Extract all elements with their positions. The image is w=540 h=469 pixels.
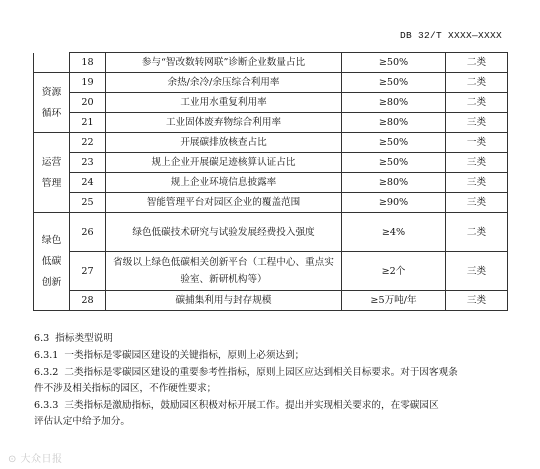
indicator-name: 绿色低碳技术研究与试验发展经费投入强度	[106, 213, 342, 252]
target-value: ≥2个	[342, 252, 446, 291]
target-value: ≥50%	[342, 73, 446, 93]
row-number: 18	[70, 53, 106, 73]
row-number: 24	[70, 173, 106, 193]
clause-number: 6.3.3	[34, 400, 59, 411]
row-number: 25	[70, 193, 106, 213]
clause-text: 三类指标是激励指标，鼓励园区积极对标开展工作。提出并实现相关要求的，在零碳园区	[64, 400, 439, 411]
target-value: ≥80%	[342, 113, 446, 133]
table-row	[34, 73, 508, 93]
row-number: 22	[70, 133, 106, 153]
row-number: 27	[70, 252, 106, 291]
indicator-name: 规上企业环境信息披露率	[106, 173, 342, 193]
table-row	[34, 53, 508, 73]
table-row	[34, 252, 508, 291]
indicator-name: 智能管理平台对园区企业的覆盖范围	[106, 193, 342, 213]
section-title	[34, 331, 506, 347]
table-row	[34, 133, 508, 153]
target-value: ≥50%	[342, 133, 446, 153]
clause-number: 6.3.1	[34, 350, 59, 361]
category-label: 运营 管理	[41, 156, 62, 189]
table-row	[34, 193, 508, 213]
indicator-table	[33, 52, 508, 311]
indicator-type: 一类	[446, 133, 508, 153]
paragraph-6-3-1	[34, 348, 506, 364]
target-value: ≥50%	[342, 53, 446, 73]
row-number: 20	[70, 93, 106, 113]
row-number: 21	[70, 113, 106, 133]
target-value: ≥80%	[342, 173, 446, 193]
target-value: ≥5万吨/年	[342, 291, 446, 311]
category-green-innovation	[34, 213, 70, 311]
paragraph-6-3-2-continued: 件不涉及相关指标的园区，不作硬性要求；	[34, 383, 217, 394]
clause-number: 6.3.2	[34, 367, 59, 378]
indicator-type: 三类	[446, 153, 508, 173]
category-label: 绿色 低碳 创新	[41, 235, 62, 288]
section-title-text: 指标类型说明	[55, 333, 113, 344]
indicator-name: 余热/余冷/余压综合利用率	[106, 73, 342, 93]
paragraph-6-3-2	[34, 365, 506, 381]
indicator-type: 三类	[446, 252, 508, 291]
table-row	[34, 173, 508, 193]
document-code: DB 32/T XXXX—XXXX	[399, 30, 502, 41]
indicator-type: 三类	[446, 113, 508, 133]
table-row	[34, 113, 508, 133]
table-row	[34, 93, 508, 113]
table-row	[34, 213, 508, 252]
clause-text: 二类指标是零碳园区建设的重要参考性指标，原则上园区应达到相关目标要求。对于因客观条	[64, 367, 458, 378]
table-row	[34, 153, 508, 173]
indicator-type: 三类	[446, 193, 508, 213]
indicator-type: 二类	[446, 93, 508, 113]
watermark-logo: ⊙ 大众日报	[8, 454, 63, 465]
indicator-name: 碳捕集利用与封存规模	[106, 291, 342, 311]
target-value: ≥80%	[342, 93, 446, 113]
target-value: ≥50%	[342, 153, 446, 173]
row-number: 19	[70, 73, 106, 93]
clause-text: 一类指标是零碳园区建设的关键指标，原则上必须达到；	[64, 350, 305, 361]
indicator-name: 省级以上绿色低碳相关创新平台（工程中心、重点实验室、新研机构等）	[106, 252, 342, 291]
paragraph-6-3-3-continued: 评估认定中给予加分。	[34, 416, 130, 427]
indicator-name: 工业用水重复利用率	[106, 93, 342, 113]
target-value: ≥4%	[342, 213, 446, 252]
target-value: ≥90%	[342, 193, 446, 213]
paragraph-6-3-3	[34, 398, 506, 414]
indicator-type: 二类	[446, 53, 508, 73]
row-number: 28	[70, 291, 106, 311]
category-operation-management	[34, 133, 70, 213]
category-label: 资源 循环	[41, 86, 62, 119]
indicator-type: 三类	[446, 173, 508, 193]
indicator-name: 参与“智改数转网联”诊断企业数量占比	[106, 53, 342, 73]
row-number: 26	[70, 213, 106, 252]
indicator-type: 二类	[446, 213, 508, 252]
indicator-name: 规上企业开展碳足迹核算认证占比	[106, 153, 342, 173]
category-cell	[34, 53, 70, 73]
category-resource-cycle	[34, 73, 70, 133]
indicator-type: 二类	[446, 73, 508, 93]
row-number: 23	[70, 153, 106, 173]
section-number: 6.3	[34, 333, 50, 344]
indicator-type: 三类	[446, 291, 508, 311]
indicator-name: 工业固体废弃物综合利用率	[106, 113, 342, 133]
indicator-name: 开展碳排放核查占比	[106, 133, 342, 153]
table-row	[34, 291, 508, 311]
